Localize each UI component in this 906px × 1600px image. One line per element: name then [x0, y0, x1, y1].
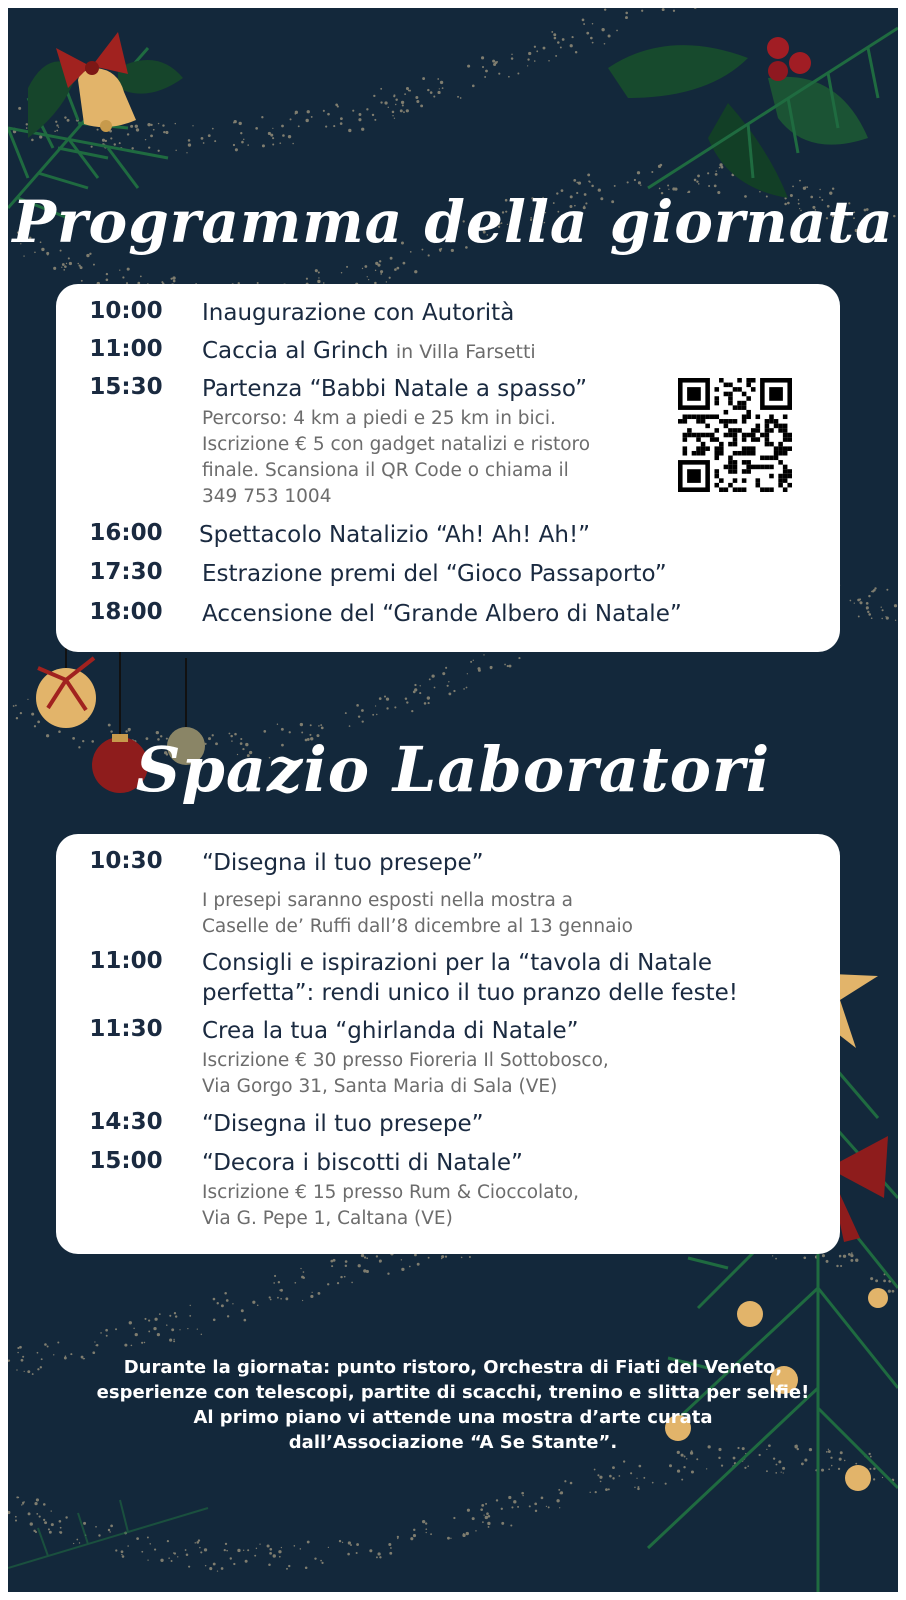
- schedule-desc-line: Iscrizione € 5 con gadget natalizi e ristoro: [202, 434, 591, 455]
- schedule-location: in Villa Farsetti: [395, 341, 536, 363]
- schedule-label-line: perfetta”: rendi unico il tuo pranzo delle feste!: [202, 980, 738, 1006]
- programma-card: [56, 284, 840, 652]
- programma-title: Programma della giornata: [12, 188, 894, 256]
- qr-code[interactable]: [678, 378, 792, 492]
- schedule-label: “Decora i biscotti di Natale”: [202, 1150, 523, 1176]
- footer-note: [8, 1355, 898, 1455]
- schedule-desc-line: 349 753 1004: [202, 486, 332, 507]
- schedule-label: Estrazione premi del “Gioco Passaporto”: [202, 561, 667, 587]
- schedule-label: Crea la tua “ghirlanda di Natale”: [202, 1018, 579, 1044]
- schedule-label: Spettacolo Natalizio “Ah! Ah! Ah!”: [199, 522, 591, 548]
- schedule-time: 17:30: [89, 559, 163, 585]
- schedule-desc-line: I presepi saranno esposti nella mostra a: [202, 890, 574, 911]
- footer-line: esperienze con telescopi, partite di scacchi, trenino e slitta per selfie!: [96, 1382, 810, 1403]
- schedule-time: 11:30: [89, 1016, 163, 1042]
- pine-branch-bottom: [8, 1500, 208, 1568]
- schedule-desc-line: Caselle de’ Ruffi dall’8 dicembre al 13 gennaio: [202, 916, 633, 937]
- schedule-time: 10:30: [89, 848, 163, 874]
- schedule-desc-line: Iscrizione € 15 presso Rum & Cioccolato,: [202, 1182, 579, 1203]
- schedule-label-line: Consigli e ispirazioni per la “tavola di Natale: [202, 950, 713, 976]
- footer-line: dall’Associazione “A Se Stante”.: [288, 1432, 618, 1453]
- schedule-label: Inaugurazione con Autorità: [202, 300, 515, 326]
- schedule-time: 18:00: [89, 599, 163, 625]
- schedule-label: Partenza “Babbi Natale a spasso”: [202, 376, 588, 402]
- schedule-label: Accensione del “Grande Albero di Natale”: [202, 601, 682, 627]
- poster: [8, 8, 898, 1592]
- laboratori-title: Spazio Laboratori: [135, 733, 771, 806]
- schedule-time: 15:30: [89, 374, 163, 400]
- schedule-desc-line: Iscrizione € 30 presso Fioreria Il Sottobosco,: [202, 1050, 609, 1071]
- schedule-desc-line: Percorso: 4 km a piedi e 25 km in bici.: [202, 408, 556, 429]
- schedule-time: 15:00: [89, 1148, 163, 1174]
- schedule-label: [202, 336, 536, 367]
- schedule-time: 14:30: [89, 1109, 163, 1135]
- schedule-time: 16:00: [89, 520, 163, 546]
- schedule-time: 11:00: [89, 336, 163, 362]
- schedule-desc-line: finale. Scansiona il QR Code o chiama il: [202, 460, 569, 481]
- schedule-time: 10:00: [89, 298, 163, 324]
- laboratori-card: [56, 834, 840, 1254]
- schedule-desc-line: Via Gorgo 31, Santa Maria di Sala (VE): [202, 1076, 558, 1097]
- schedule-label: “Disegna il tuo presepe”: [202, 1111, 484, 1137]
- schedule-time: 11:00: [89, 948, 163, 974]
- schedule-label: “Disegna il tuo presepe”: [202, 850, 484, 876]
- schedule-label-text: Caccia al Grinch: [202, 338, 389, 364]
- footer-line: Al primo piano vi attende una mostra d’arte curata: [193, 1407, 713, 1428]
- schedule-desc-line: Via G. Pepe 1, Caltana (VE): [202, 1208, 453, 1229]
- footer-line: Durante la giornata: punto ristoro, Orchestra di Fiati del Veneto,: [123, 1357, 783, 1378]
